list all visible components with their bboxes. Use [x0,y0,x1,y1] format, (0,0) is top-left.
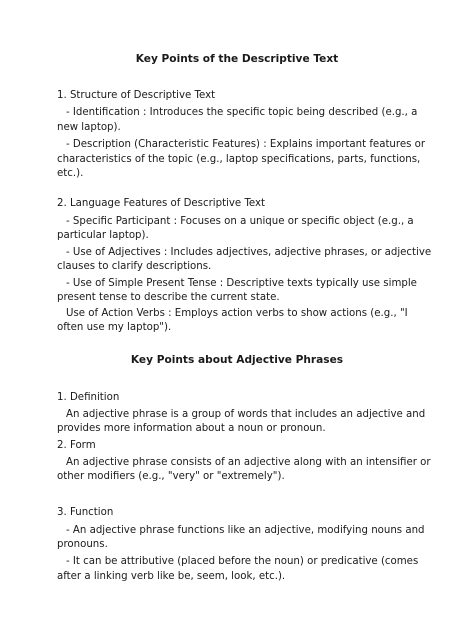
description-line-1: - Description (Characteristic Features) : Explains important features or [66,139,426,150]
definition-heading: 1. Definition [57,392,120,403]
action-verbs-line-2: often use my laptop"). [57,322,172,333]
adjective-phrases-title: Key Points about Adjective Phrases [130,354,344,366]
adjectives-line-2: clauses to clarify descriptions. [57,261,212,272]
identification-line-1: - Identification : Introduces the specific topic being described (e.g., a [66,107,418,118]
participant-line-1: - Specific Participant : Focuses on a unique or specific object (e.g., a [66,216,414,227]
form-heading: 2. Form [57,440,96,451]
description-line-3: etc.). [57,168,84,179]
form-line-2: other modifiers (e.g., "very" or "extremely"). [57,471,285,482]
definition-line-2: provides more information about a noun or pronoun. [57,423,326,434]
function-heading: 3. Function [57,507,114,518]
description-line-2: characteristics of the topic (e.g., laptop specifications, parts, functions, [57,154,421,165]
function-2-line-1: - It can be attributive (placed before the noun) or predicative (comes [66,556,419,567]
identification-line-2: new laptop). [57,122,121,133]
function-2-line-2: after a linking verb like be, seem, look, etc.). [57,571,286,582]
definition-line-1: An adjective phrase is a group of words that includes an adjective and [66,409,426,420]
participant-line-2: particular laptop). [57,230,149,241]
form-line-1: An adjective phrase consists of an adjective along with an intensifier or [66,457,431,468]
adjectives-line-1: - Use of Adjectives : Includes adjectives, adjective phrases, or adjective [66,247,432,258]
function-1-line-2: pronouns. [57,539,108,550]
language-features-heading: 2. Language Features of Descriptive Text [57,198,266,209]
structure-heading: 1. Structure of Descriptive Text [57,90,216,101]
present-tense-line-2: present tense to describe the current state. [57,292,280,303]
action-verbs-line-1: Use of Action Verbs : Employs action verbs to show actions (e.g., "I [66,308,408,319]
function-1-line-1: - An adjective phrase functions like an adjective, modifying nouns and [66,525,425,536]
present-tense-line-1: - Use of Simple Present Tense : Descriptive texts typically use simple [66,278,417,289]
document-title: Key Points of the Descriptive Text [135,53,339,65]
